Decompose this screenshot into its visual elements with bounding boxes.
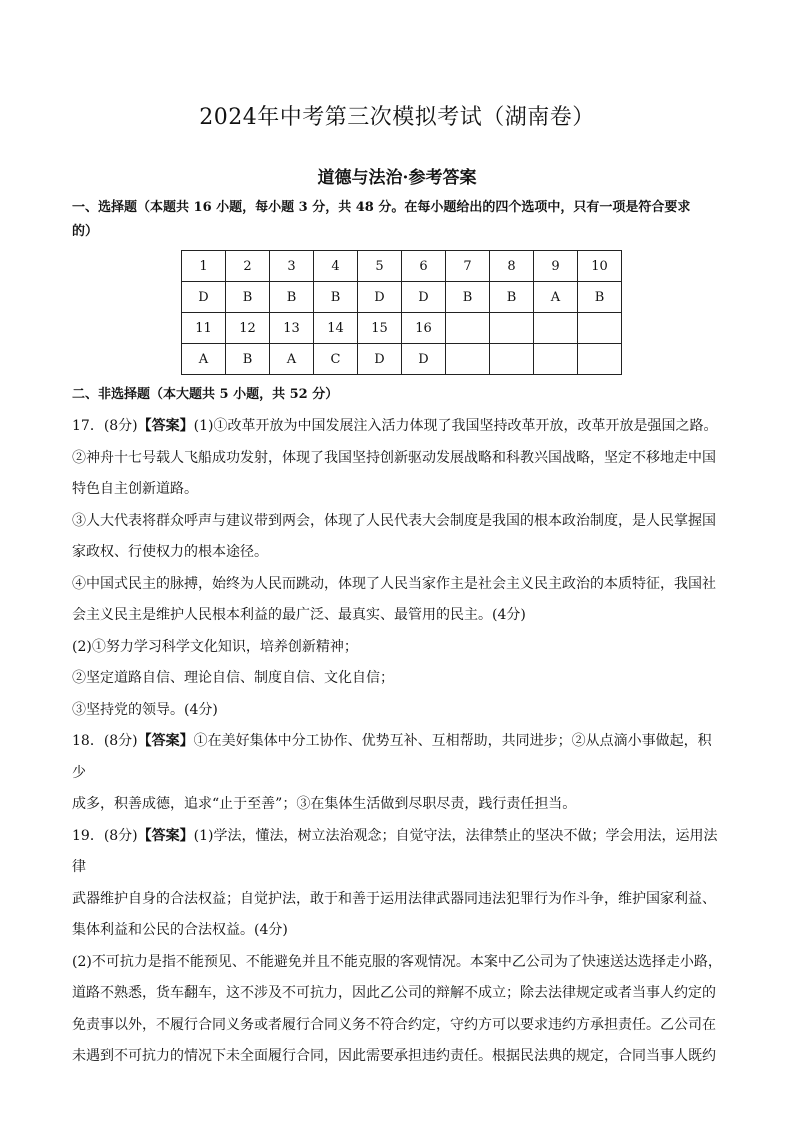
q19-line-3: 集体利益和公民的合法权益。(4分) <box>72 922 288 938</box>
answer-table-cell: A <box>182 344 226 375</box>
q17-answer-tag: 【答案】 <box>137 418 194 434</box>
answer-table-cell: 15 <box>358 313 402 344</box>
answer-table-cell <box>578 313 622 344</box>
answer-table-cell <box>534 344 578 375</box>
q19-answer-tag: 【答案】 <box>137 827 194 844</box>
answer-table-cell: 12 <box>226 313 270 344</box>
q17-number: 17．(8分) <box>72 418 138 434</box>
answer-table-cell: D <box>402 344 446 375</box>
answer-table-cell: 1 <box>182 251 226 282</box>
answer-table-cell <box>446 313 490 344</box>
answer-table-cell: B <box>490 282 534 313</box>
answer-table-cell: 6 <box>402 251 446 282</box>
answer-table-row <box>182 251 622 282</box>
answer-table-cell: 14 <box>314 313 358 344</box>
answer-table-cell: B <box>314 282 358 313</box>
answer-table-cell: 8 <box>490 251 534 282</box>
section-1-heading <box>72 196 722 244</box>
q19-line-6: 免责事以外，不履行合同义务或者履行合同义务不符合约定，守约方可以要求违约方承担责任。乙公司在 <box>72 1016 716 1033</box>
answer-table-cell: D <box>358 344 402 375</box>
answer-table-cell: D <box>358 282 402 313</box>
q18-answer-tag: 【答案】 <box>137 733 194 749</box>
answer-table-cell <box>490 344 534 375</box>
answer-table-cell: 13 <box>270 313 314 344</box>
q17-line-6: ④中国式民主的脉搏，始终为人民而跳动，体现了人民当家作主是社会主义民主政治的本质特征，我国社 <box>72 575 716 592</box>
q17-line-3: 特色自主创新道路。 <box>72 481 198 497</box>
q19-line-7: 未遇到不可抗力的情况下未全面履行合同，因此需要承担违约责任。根据民法典的规定，合同当事人既约 <box>72 1048 716 1064</box>
section-1-heading-line-2: 的） <box>72 224 99 239</box>
answer-table-row <box>182 344 622 375</box>
section-2-heading: 二、非选择题（本大题共 5 小题，共 52 分） <box>72 387 339 402</box>
answer-table <box>181 250 622 375</box>
answer-table-cell: B <box>578 282 622 313</box>
answer-table-row <box>182 282 622 313</box>
q18-text-1: ①在美好集体中分工协作、优势互补、互相帮助，共同进步；②从点滴小事做起，积少 <box>72 733 712 781</box>
q19-line-4: (2)不可抗力是指不能预见、不能避免并且不能克服的客观情况。本案中乙公司为了快速送达选择走小路， <box>72 953 722 970</box>
answer-table-cell: B <box>270 282 314 313</box>
answer-table-cell <box>534 313 578 344</box>
q19-line-2: 武器维护自身的合法权益；自觉护法，敢于和善于运用法律武器同违法犯罪行为作斗争，维护国家利益、 <box>72 890 716 907</box>
answer-table-cell: 4 <box>314 251 358 282</box>
answer-table-cell: B <box>226 282 270 313</box>
q19-text-1: (1)学法，懂法，树立法治观念；自觉守法，法律禁止的坚决不做；学会用法，运用法律 <box>72 827 718 875</box>
answer-table-cell: D <box>182 282 226 313</box>
answer-table-cell: B <box>226 344 270 375</box>
answer-table-cell: 7 <box>446 251 490 282</box>
answer-table-cell <box>490 313 534 344</box>
answer-table-cell: 16 <box>402 313 446 344</box>
q18-number: 18．(8分) <box>72 733 138 749</box>
answer-table-cell <box>578 344 622 375</box>
q18-line-1 <box>72 726 722 789</box>
q17-text-1: (1)①改革开放为中国发展注入活力体现了我国坚持改革开放，改革开放是强国之路。 <box>193 418 718 434</box>
answer-table-cell: B <box>446 282 490 313</box>
answer-table-cell: A <box>270 344 314 375</box>
page-subtitle: 道德与法治·参考答案 <box>317 168 477 188</box>
answer-table-cell: D <box>402 282 446 313</box>
q17-line-7: 会主义民主是维护人民根本利益的最广泛、最真实、最管用的民主。(4分) <box>72 607 526 623</box>
answer-table-cell: 5 <box>358 251 402 282</box>
answer-table-cell: 11 <box>182 313 226 344</box>
answer-table-cell: 3 <box>270 251 314 282</box>
q19-number: 19．(8分) <box>72 827 138 844</box>
answer-table-cell: 10 <box>578 251 622 282</box>
q19-line-5: 道路不熟悉，货车翻车，这不涉及不可抗力，因此乙公司的辩解不成立；除去法律规定或者当事人约定的 <box>72 985 716 1001</box>
answer-table-row <box>182 313 622 344</box>
q17-line-1 <box>72 411 722 443</box>
q17-line-8: (2)①努力学习科学文化知识，培养创新精神； <box>72 638 358 655</box>
answer-table-cell <box>446 344 490 375</box>
q17-line-2: ②神舟十七号载人飞船成功发射，体现了我国坚持创新驱动发展战略和科教兴国战略，坚定不移地走中国 <box>72 449 716 466</box>
answer-table-cell: 2 <box>226 251 270 282</box>
q18-line-2: 成多，积善成德，追求“止于至善”；③在集体生活做到尽职尽责，践行责任担当。 <box>72 796 577 812</box>
q19-line-1 <box>72 821 722 884</box>
answer-table-cell: A <box>534 282 578 313</box>
q17-line-4: ③人大代表将群众呼声与建议带到两会，体现了人民代表大会制度是我国的根本政治制度，是人民掌握国 <box>72 512 716 529</box>
answer-table-cell: C <box>314 344 358 375</box>
answer-body <box>72 411 722 1073</box>
section-1-heading-line-1: 一、选择题（本题共 16 小题，每小题 3 分，共 48 分。在每小题给出的四个选项中，只有一项是符合要求 <box>72 200 691 215</box>
q17-line-9: ②坚定道路自信、理论自信、制度自信、文化自信； <box>72 670 394 686</box>
q17-line-5: 家政权、行使权力的根本途径。 <box>72 544 268 560</box>
q17-line-10: ③坚持党的领导。(4分) <box>72 701 218 718</box>
answer-table-cell: 9 <box>534 251 578 282</box>
page-title: 2024年中考第三次模拟考试（湖南卷） <box>199 105 595 130</box>
